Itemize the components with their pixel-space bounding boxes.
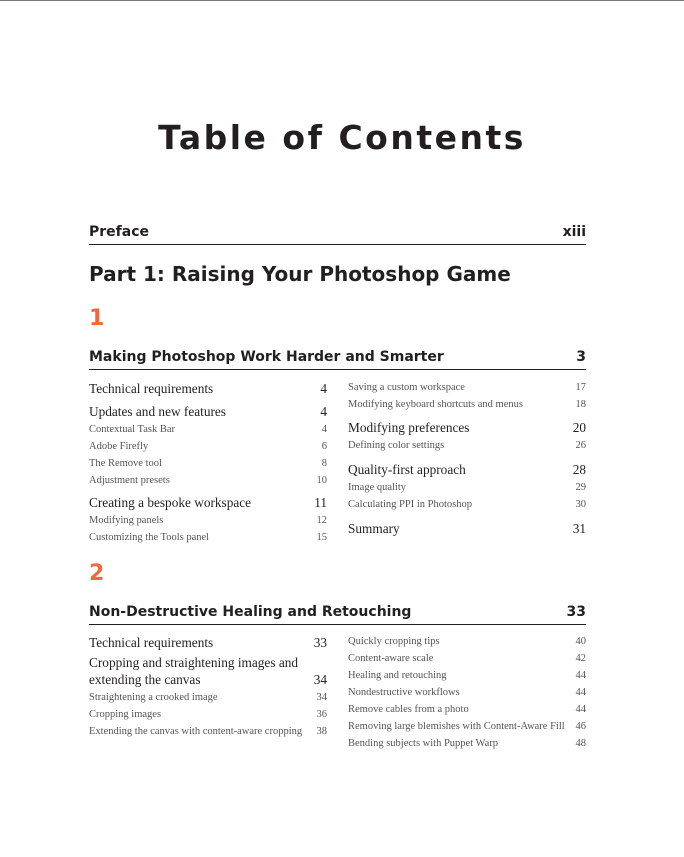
toc-subentry-page: 6 <box>321 441 327 452</box>
chapter-title: Making Photoshop Work Harder and Smarter <box>89 349 444 365</box>
toc-subentry-page: 4 <box>321 424 327 435</box>
toc-entry-label: Technical requirements <box>89 635 214 650</box>
toc-subentry-page: 36 <box>316 709 327 720</box>
chapter-title-row[interactable] <box>89 604 586 625</box>
toc-subentry-page: 15 <box>316 532 327 543</box>
toc-subentry[interactable] <box>348 395 586 412</box>
toc-subentry[interactable] <box>348 632 586 649</box>
toc-subentry-label: Cropping images <box>89 709 162 720</box>
toc-subentry-label: Defining color settings <box>348 440 445 451</box>
chapter-page: 33 <box>566 604 586 620</box>
toc-entry-page: 4 <box>320 381 327 396</box>
toc-subentry-label: Image quality <box>348 482 407 493</box>
toc-entry[interactable] <box>89 654 327 688</box>
chapter-2-left-column <box>89 631 327 739</box>
toc-subentry[interactable] <box>89 511 327 528</box>
toc-subentry-page: 30 <box>575 499 586 510</box>
preface-page: xiii <box>562 224 586 240</box>
toc-entry-page: 34 <box>313 672 327 687</box>
toc-subentry-label: Nondestructive workflows <box>348 687 460 698</box>
toc-subentry-label: Remove cables from a photo <box>348 704 469 715</box>
chapter-title-row[interactable] <box>89 349 586 370</box>
toc-entry-label: Summary <box>348 521 400 536</box>
toc-entry-label: Cropping and straightening images and extending the canvas <box>89 655 299 687</box>
chapter-1-left-column <box>89 377 327 545</box>
toc-subentry[interactable] <box>89 454 327 471</box>
toc-subentry-page: 48 <box>575 738 586 749</box>
toc-entry-page: 20 <box>572 420 586 435</box>
toc-subentry[interactable] <box>348 495 586 512</box>
toc-subentry-label: Saving a custom workspace <box>348 382 465 393</box>
toc-entry-label: Quality-first approach <box>348 462 466 477</box>
toc-subentry-label: Removing large blemishes with Content-Aware Fill <box>348 721 565 732</box>
toc-subentry[interactable] <box>348 649 586 666</box>
toc-subentry-page: 42 <box>575 653 586 664</box>
toc-subentry-page: 29 <box>575 482 586 493</box>
toc-subentry[interactable] <box>348 666 586 683</box>
toc-subentry-label: Straightening a crooked image <box>89 692 218 703</box>
chapter-2-right-column <box>348 632 586 751</box>
toc-subentry-label: Adobe Firefly <box>89 441 149 452</box>
toc-subentry[interactable] <box>89 705 327 722</box>
toc-subentry-page: 46 <box>575 721 586 732</box>
toc-subentry[interactable] <box>348 734 586 751</box>
toc-entry[interactable] <box>89 400 327 420</box>
toc-subentry[interactable] <box>89 437 327 454</box>
toc-subentry[interactable] <box>348 683 586 700</box>
toc-subentry-label: Contextual Task Bar <box>89 424 175 435</box>
toc-subentry-label: Healing and retouching <box>348 670 447 681</box>
chapter-1-right-column <box>348 378 586 537</box>
page-title: Table of Contents <box>158 118 526 157</box>
toc-subentry-page: 44 <box>575 704 586 715</box>
toc-subentry[interactable] <box>89 528 327 545</box>
toc-subentry-page: 38 <box>316 726 327 737</box>
toc-subentry-page: 10 <box>316 475 327 486</box>
toc-subentry-label: Modifying panels <box>89 515 164 526</box>
toc-subentry-label: Content-aware scale <box>348 653 434 664</box>
toc-subentry-page: 44 <box>575 687 586 698</box>
toc-subentry-page: 12 <box>316 515 327 526</box>
toc-entry-page: 4 <box>320 404 327 419</box>
part-heading: Part 1: Raising Your Photoshop Game <box>89 262 511 286</box>
toc-subentry[interactable] <box>348 478 586 495</box>
chapter-page: 3 <box>576 349 586 365</box>
toc-subentry-label: Modifying keyboard shortcuts and menus <box>348 399 523 410</box>
preface-label: Preface <box>89 224 149 240</box>
toc-subentry[interactable] <box>89 688 327 705</box>
toc-subentry[interactable] <box>348 378 586 395</box>
toc-entry-page: 11 <box>314 495 327 510</box>
toc-entry[interactable] <box>89 377 327 397</box>
toc-subentry[interactable] <box>89 420 327 437</box>
toc-entry[interactable] <box>348 458 586 478</box>
toc-entry-label: Updates and new features <box>89 404 226 419</box>
toc-subentry[interactable] <box>89 722 327 739</box>
chapter-number: 2 <box>89 561 105 586</box>
toc-subentry-label: Adjustment presets <box>89 475 170 486</box>
toc-subentry-page: 17 <box>575 382 586 393</box>
chapter-title: Non-Destructive Healing and Retouching <box>89 604 412 620</box>
toc-entry[interactable] <box>89 491 327 511</box>
toc-entry-page: 28 <box>572 462 586 477</box>
toc-subentry-page: 40 <box>575 636 586 647</box>
toc-entry[interactable] <box>348 416 586 436</box>
toc-subentry-label: Customizing the Tools panel <box>89 532 210 543</box>
toc-entry-page: 31 <box>572 521 586 536</box>
toc-subentry-page: 44 <box>575 670 586 681</box>
toc-subentry-page: 8 <box>321 458 327 469</box>
toc-subentry-label: Quickly cropping tips <box>348 636 440 647</box>
toc-subentry[interactable] <box>348 700 586 717</box>
toc-entry-label: Creating a bespoke workspace <box>89 495 252 510</box>
toc-subentry-label: Bending subjects with Puppet Warp <box>348 738 499 749</box>
toc-subentry[interactable] <box>348 717 586 734</box>
toc-entry-page: 33 <box>313 635 327 650</box>
toc-subentry-label: Extending the canvas with content-aware cropping <box>89 726 303 737</box>
toc-entry-label: Modifying preferences <box>348 420 470 435</box>
toc-subentry[interactable] <box>348 436 586 453</box>
toc-entry[interactable] <box>348 517 586 537</box>
toc-subentry-page: 26 <box>575 440 586 451</box>
toc-subentry[interactable] <box>89 471 327 488</box>
toc-subentry-label: Calculating PPI in Photoshop <box>348 499 472 510</box>
toc-subentry-label: The Remove tool <box>89 458 162 469</box>
toc-subentry-page: 34 <box>316 692 327 703</box>
toc-entry-label: Technical requirements <box>89 381 214 396</box>
top-border <box>0 0 684 1</box>
toc-entry[interactable] <box>89 631 327 651</box>
preface-entry[interactable] <box>89 224 586 245</box>
toc-subentry-page: 18 <box>575 399 586 410</box>
chapter-number: 1 <box>89 306 105 331</box>
